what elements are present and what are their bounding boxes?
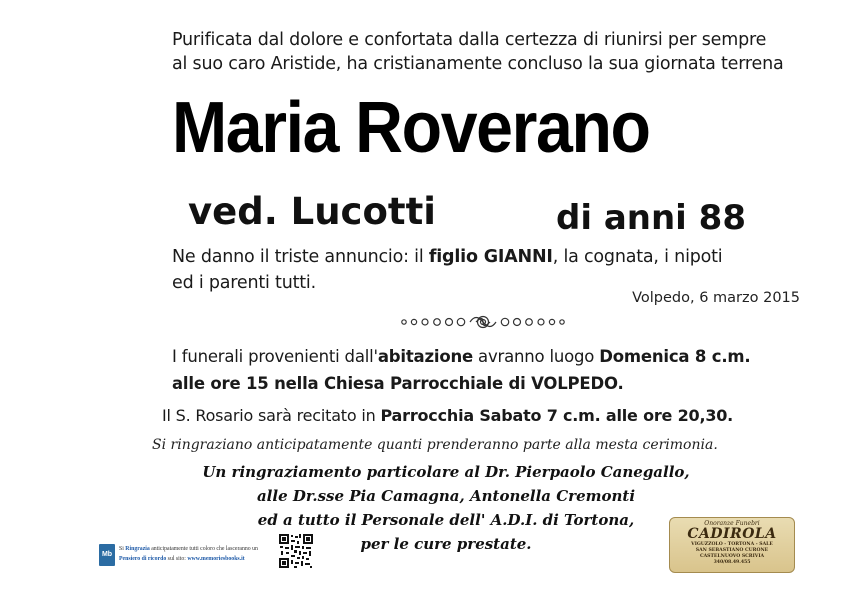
funeral-home-phone: 340/08.49.455 — [713, 560, 751, 565]
funeral-line-2: alle ore 15 nella Chiesa Parrocchiale di VOLPEDO. — [172, 374, 624, 393]
footer-line-2: Pensiero di ricordo sul sito: www.memoriesbooks.it — [119, 556, 245, 562]
special-thanks-line-4: per le cure prestate. — [360, 535, 532, 553]
son-name: figlio GIANNI — [428, 247, 553, 267]
announcement-line-1 — [172, 244, 812, 270]
funeral-info — [172, 343, 822, 397]
footer-note — [119, 544, 279, 564]
place-date: Volpedo, 6 marzo 2015 — [632, 290, 800, 306]
funeral-line-1 — [172, 343, 822, 370]
funeral-home-locations-2: SAN SEBASTIANO CURONE — [695, 548, 769, 553]
funeral-home-locations-3: CASTELNUOVO SCRIVIA — [699, 554, 765, 559]
announcement-line-2: ed i parenti tutti. — [172, 273, 316, 293]
funeral-home-badge — [669, 517, 795, 573]
qr-code-icon[interactable] — [278, 533, 314, 569]
rosary-details: Parrocchia Sabato 7 c.m. alle ore 20,30. — [380, 406, 734, 425]
announcement-part-2: , la cognata, i nipoti — [552, 247, 723, 267]
intro-text — [172, 28, 812, 76]
intro-line-2: al suo caro Aristide, ha cristianamente concluso la sua giornata terrena — [172, 54, 784, 74]
widow-of: ved. Lucotti — [188, 190, 436, 233]
funeral-part-1: I funerali provenienti dall' — [172, 347, 378, 366]
special-thanks-line-1: Un ringraziamento particolare al Dr. Pierpaolo Canegallo, — [202, 463, 690, 481]
funeral-day: Domenica 8 c.m. — [599, 347, 751, 366]
special-thanks — [196, 460, 696, 556]
announcement-part-1: Ne danno il triste annuncio: il — [172, 247, 429, 267]
age: di anni 88 — [556, 198, 746, 238]
special-thanks-line-2: alle Dr.sse Pia Camagna, Antonella Cremonti — [256, 487, 636, 505]
funeral-from: abitazione — [377, 347, 473, 366]
ornament-divider — [398, 312, 568, 332]
thanks-all: Si ringraziano anticipatamente quanti prenderanno parte alla mesta cerimonia. — [152, 437, 718, 453]
rosary-part-1: Il S. Rosario sarà recitato in — [162, 406, 381, 425]
special-thanks-line-3: ed a tutto il Personale dell' A.D.I. di Tortona, — [257, 511, 635, 529]
rosary-info — [162, 405, 842, 427]
intro-line-1: Purificata dal dolore e confortata dalla certezza di riunirsi per sempre — [172, 30, 767, 50]
memoriesbooks-logo: Mb — [99, 544, 115, 566]
funeral-home-name: CADIROLA — [687, 526, 777, 542]
website-link[interactable]: www.memoriesbooks.it — [187, 556, 245, 562]
funeral-home-label: Onoranze Funebri — [704, 520, 760, 527]
funeral-home-locations-1: VIGUZZOLO - TORTONA - SALE — [691, 542, 773, 547]
deceased-name: Maria Roverano — [172, 88, 650, 168]
announcement — [172, 244, 812, 296]
footer-line-1: Si Ringrazia anticipatamente tutti coloro che lasceranno un — [119, 546, 258, 552]
funeral-part-2: avranno luogo — [473, 347, 600, 366]
